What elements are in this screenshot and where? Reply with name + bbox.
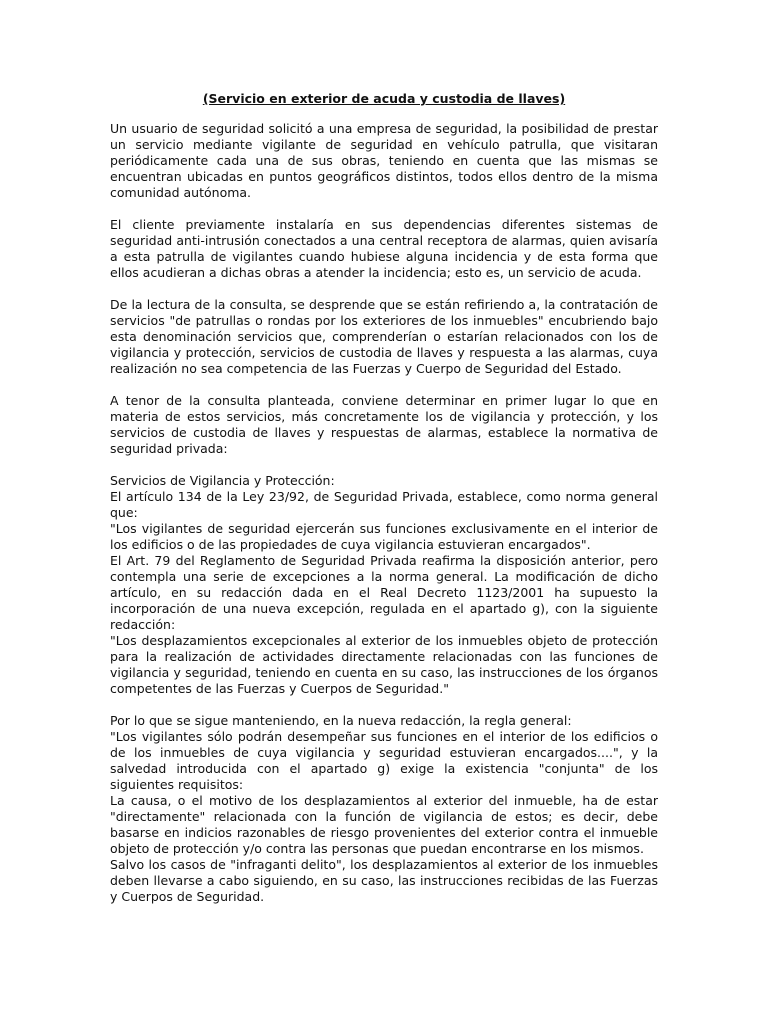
section-regla-general (110, 713, 658, 905)
requirement-instructions: Salvo los casos de "infraganti delito", los desplazamientos al exterior de los inmuebles deben llevarse a cabo siguiendo, en su caso, las instrucciones recibidas de las Fuerzas y Cuerpos de Seguridad. (110, 857, 658, 904)
regulation-quote-exterior: "Los desplazamientos excepcionales al exterior de los inmuebles objeto de protección para la realización de actividades directamente relacionadas con las funciones de vigilancia y seguridad, teniendo en cuenta en su caso, las instrucciones de los órganos competentes de las Fuerzas y Cuerpos de Seguridad." (110, 633, 658, 696)
requirement-cause: La causa, o el motivo de los desplazamientos al exterior del inmueble, ha de estar "directamente" relacionada con la función de vigilancia de estos; es decir, debe basarse en indicios razonables de riesgo provenientes del exterior contra el inmueble objeto de protección y/o contra las personas que puedan encontrarse en los mismos. (110, 793, 658, 856)
section-heading: Servicios de Vigilancia y Protección: (110, 473, 335, 488)
general-rule-intro: Por lo que se sigue manteniendo, en la nueva redacción, la regla general: (110, 713, 572, 728)
paragraph-request: Un usuario de seguridad solicitó a una empresa de seguridad, la posibilidad de prestar un servicio mediante vigilante de seguridad en vehículo patrulla, que visitaran periódicamente cada una de sus obras, teniendo en cuenta que las mismas se encuentran ubicadas en puntos geográficos distintos, todos ellos dentro de la misma comunidad autónoma. (110, 121, 658, 200)
regulation-art-79: El Art. 79 del Reglamento de Seguridad Privada reafirma la disposición anterior, pero contempla una serie de excepciones a la norma general. La modificación de dicho artículo, en su redacción dada en el Real Decreto 1123/2001 ha supuesto la incorporación de una nueva excepción, regulada en el apartado g), con la siguiente redacción: (110, 553, 658, 632)
paragraph-consultation-reading: De la lectura de la consulta, se desprende que se están refiriendo a, la contratación de servicios "de patrullas o rondas por los exteriores de los inmuebles" encubriendo bajo esta denominación servicios que, comprenderían o estarían relacionados con los de vigilancia y protección, servicios de custodia de llaves y respuesta a las alarmas, cuya realización no sea competencia de las Fuerzas y Cuerpo de Seguridad del Estado. (110, 297, 658, 376)
general-rule-quote: "Los vigilantes sólo podrán desempeñar sus funciones en el interior de los edificios o de los inmuebles de cuya vigilancia y seguridad estuvieran encargados....", y la salvedad introducida con el apartado g) exige la existencia "conjunta" de los siguientes requisitos: (110, 729, 658, 792)
document-page (110, 91, 658, 921)
section-vigilancia-proteccion (110, 473, 658, 697)
paragraph-regulation-intro: A tenor de la consulta planteada, conviene determinar en primer lugar lo que en materia de estos servicios, más concretamente los de vigilancia y protección, y los servicios de custodia de llaves y respuestas de alarmas, establece la normativa de seguridad privada: (110, 393, 658, 456)
law-quote-interior: "Los vigilantes de seguridad ejercerán sus funciones exclusivamente en el interior de los edificios o de las propiedades de cuya vigilancia estuvieran encargados". (110, 521, 658, 552)
document-title: (Servicio en exterior de acuda y custodia de llaves) (202, 91, 566, 106)
law-article-134: El artículo 134 de la Ley 23/92, de Seguridad Privada, establece, como norma general que: (110, 489, 658, 520)
paragraph-client-alarms: El cliente previamente instalaría en sus dependencias diferentes sistemas de seguridad anti-intrusión conectados a una central receptora de alarmas, quien avisaría a esta patrulla de vigilantes cuando hubiese alguna incidencia y de esta forma que ellos acudieran a dichas obras a atender la incidencia; esto es, un servicio de acuda. (110, 217, 658, 280)
